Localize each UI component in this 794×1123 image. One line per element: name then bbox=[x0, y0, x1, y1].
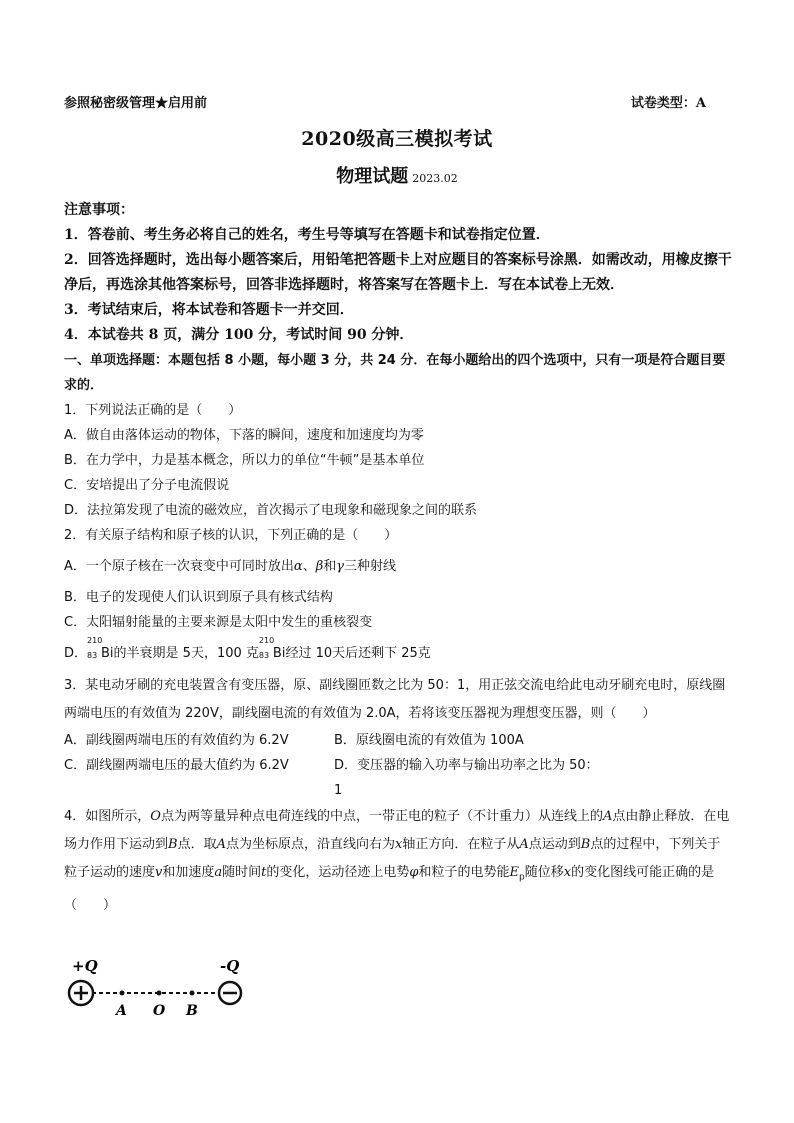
exam-title: 2020级高三模拟考试 bbox=[301, 128, 493, 150]
negative-charge-label: -Q bbox=[220, 957, 240, 975]
point-o-label: O bbox=[153, 1003, 166, 1019]
question-3-option-a: A．副线圈两端电压的有效值约为 6.2V bbox=[64, 733, 289, 748]
point-o-dot bbox=[157, 991, 162, 996]
question-3-option-d: D．变压器的输入功率与输出功率之比为 50：1 bbox=[334, 758, 599, 798]
notes-heading: 注意事项： bbox=[64, 202, 134, 218]
question-4-stem: 4．如图所示，O点为两等量异种点电荷连线的中点，一带正电的粒子（不计重力）从连线上的A点由静止释放．在电场力作用下运动到B点．取A点为坐标原点，沿直线向右为x轴正方向．在粒子从A点运动到B点的过程中，下列关于粒子运动的速度v和加速度a随时间t的变化，运动径迹上电势φ和粒子的电势能$E_p$随位移x的变化图线可能正确的是（ ） bbox=[64, 809, 730, 913]
question-1-option-c: C．安培提出了分子电流假说 bbox=[64, 478, 230, 493]
question-1-stem: 1．下列说法正确的是（ ） bbox=[64, 403, 242, 418]
confidentiality-label: 参照秘密级管理★启用前 bbox=[64, 96, 208, 111]
question-1-option-a: A．做自由落体运动的物体，下落的瞬间，速度和加速度均为零 bbox=[64, 428, 424, 443]
question-2-option-d: D． 210 83 Bi的半衰期是 5天，100 克 210 83 Bi经过 10天后还剩下 25克 bbox=[64, 636, 431, 661]
positive-charge-label: +Q bbox=[72, 957, 98, 975]
question-2-stem: 2．有关原子结构和原子核的认识，下列正确的是（ ） bbox=[64, 528, 398, 543]
question-3-option-b: B．原线圈电流的有效值为 100A bbox=[334, 733, 524, 748]
subject-title: 物理试题 bbox=[336, 166, 409, 187]
point-a-dot bbox=[120, 991, 125, 996]
exam-content bbox=[64, 198, 732, 920]
question-2-option-b: B．电子的发现使人们认识到原子具有核式结构 bbox=[64, 590, 333, 605]
note-item: 4．本试卷共 8 页，满分 100 分，考试时间 90 分钟． bbox=[64, 327, 414, 343]
point-b-label: B bbox=[186, 1003, 198, 1019]
question-2-option-c: C．太阳辐射能量的主要来源是太阳中发生的重核裂变 bbox=[64, 615, 373, 630]
charge-diagram bbox=[64, 953, 254, 1023]
isotope-notation: 210 83 bbox=[87, 636, 103, 660]
paper-type-label: 试卷类型：A bbox=[630, 96, 706, 111]
point-a-label: A bbox=[116, 1003, 127, 1019]
exam-date: 2023.02 bbox=[412, 172, 458, 185]
point-b-dot bbox=[190, 991, 195, 996]
question-2-option-a: A．一个原子核在一次衰变中可同时放出α、β和γ三种射线 bbox=[64, 559, 397, 574]
isotope-notation: 210 83 bbox=[258, 636, 275, 660]
note-item: 2．回答选择题时，选出每小题答案后，用铅笔把答题卡上对应题目的答案标号涂黑．如需改动，用橡皮擦干净后，再选涂其他答案标号，回答非选择题时，将答案写在答题卡上．写在本试卷上无效． bbox=[64, 252, 732, 293]
section-heading: 一、单项选择题：本题包括 8 小题，每小题 3 分，共 24 分．在每小题给出的四个选项中，只有一项是符合题目要求的． bbox=[64, 353, 726, 393]
question-1-option-d: D．法拉第发现了电流的磁效应，首次揭示了电现象和磁现象之间的联系 bbox=[64, 503, 478, 518]
note-item: 3．考试结束后，将本试卷和答题卡一并交回． bbox=[64, 302, 354, 318]
exam-subtitle bbox=[0, 162, 794, 188]
question-3-stem: 3．某电动牙刷的充电装置含有变压器，原、副线圈匝数之比为 50：1，用正弦交流电给此电动牙刷充电时，原线圈两端电压的有效值为 220V，副线圈电流的有效值为 2.0A，若将该变压器视为理想变压器，则（ ） bbox=[64, 678, 726, 721]
question-3-options-row bbox=[64, 728, 732, 753]
question-3-options-row bbox=[64, 753, 732, 803]
question-1-option-b: B．在力学中，力是基本概念，所以力的单位“牛顿”是基本单位 bbox=[64, 453, 425, 468]
note-item: 1．答卷前、考生务必将自己的姓名，考生号等填写在答题卡和试卷指定位置． bbox=[64, 227, 550, 243]
question-3-option-c: C．副线圈两端电压的最大值约为 6.2V bbox=[64, 758, 289, 773]
